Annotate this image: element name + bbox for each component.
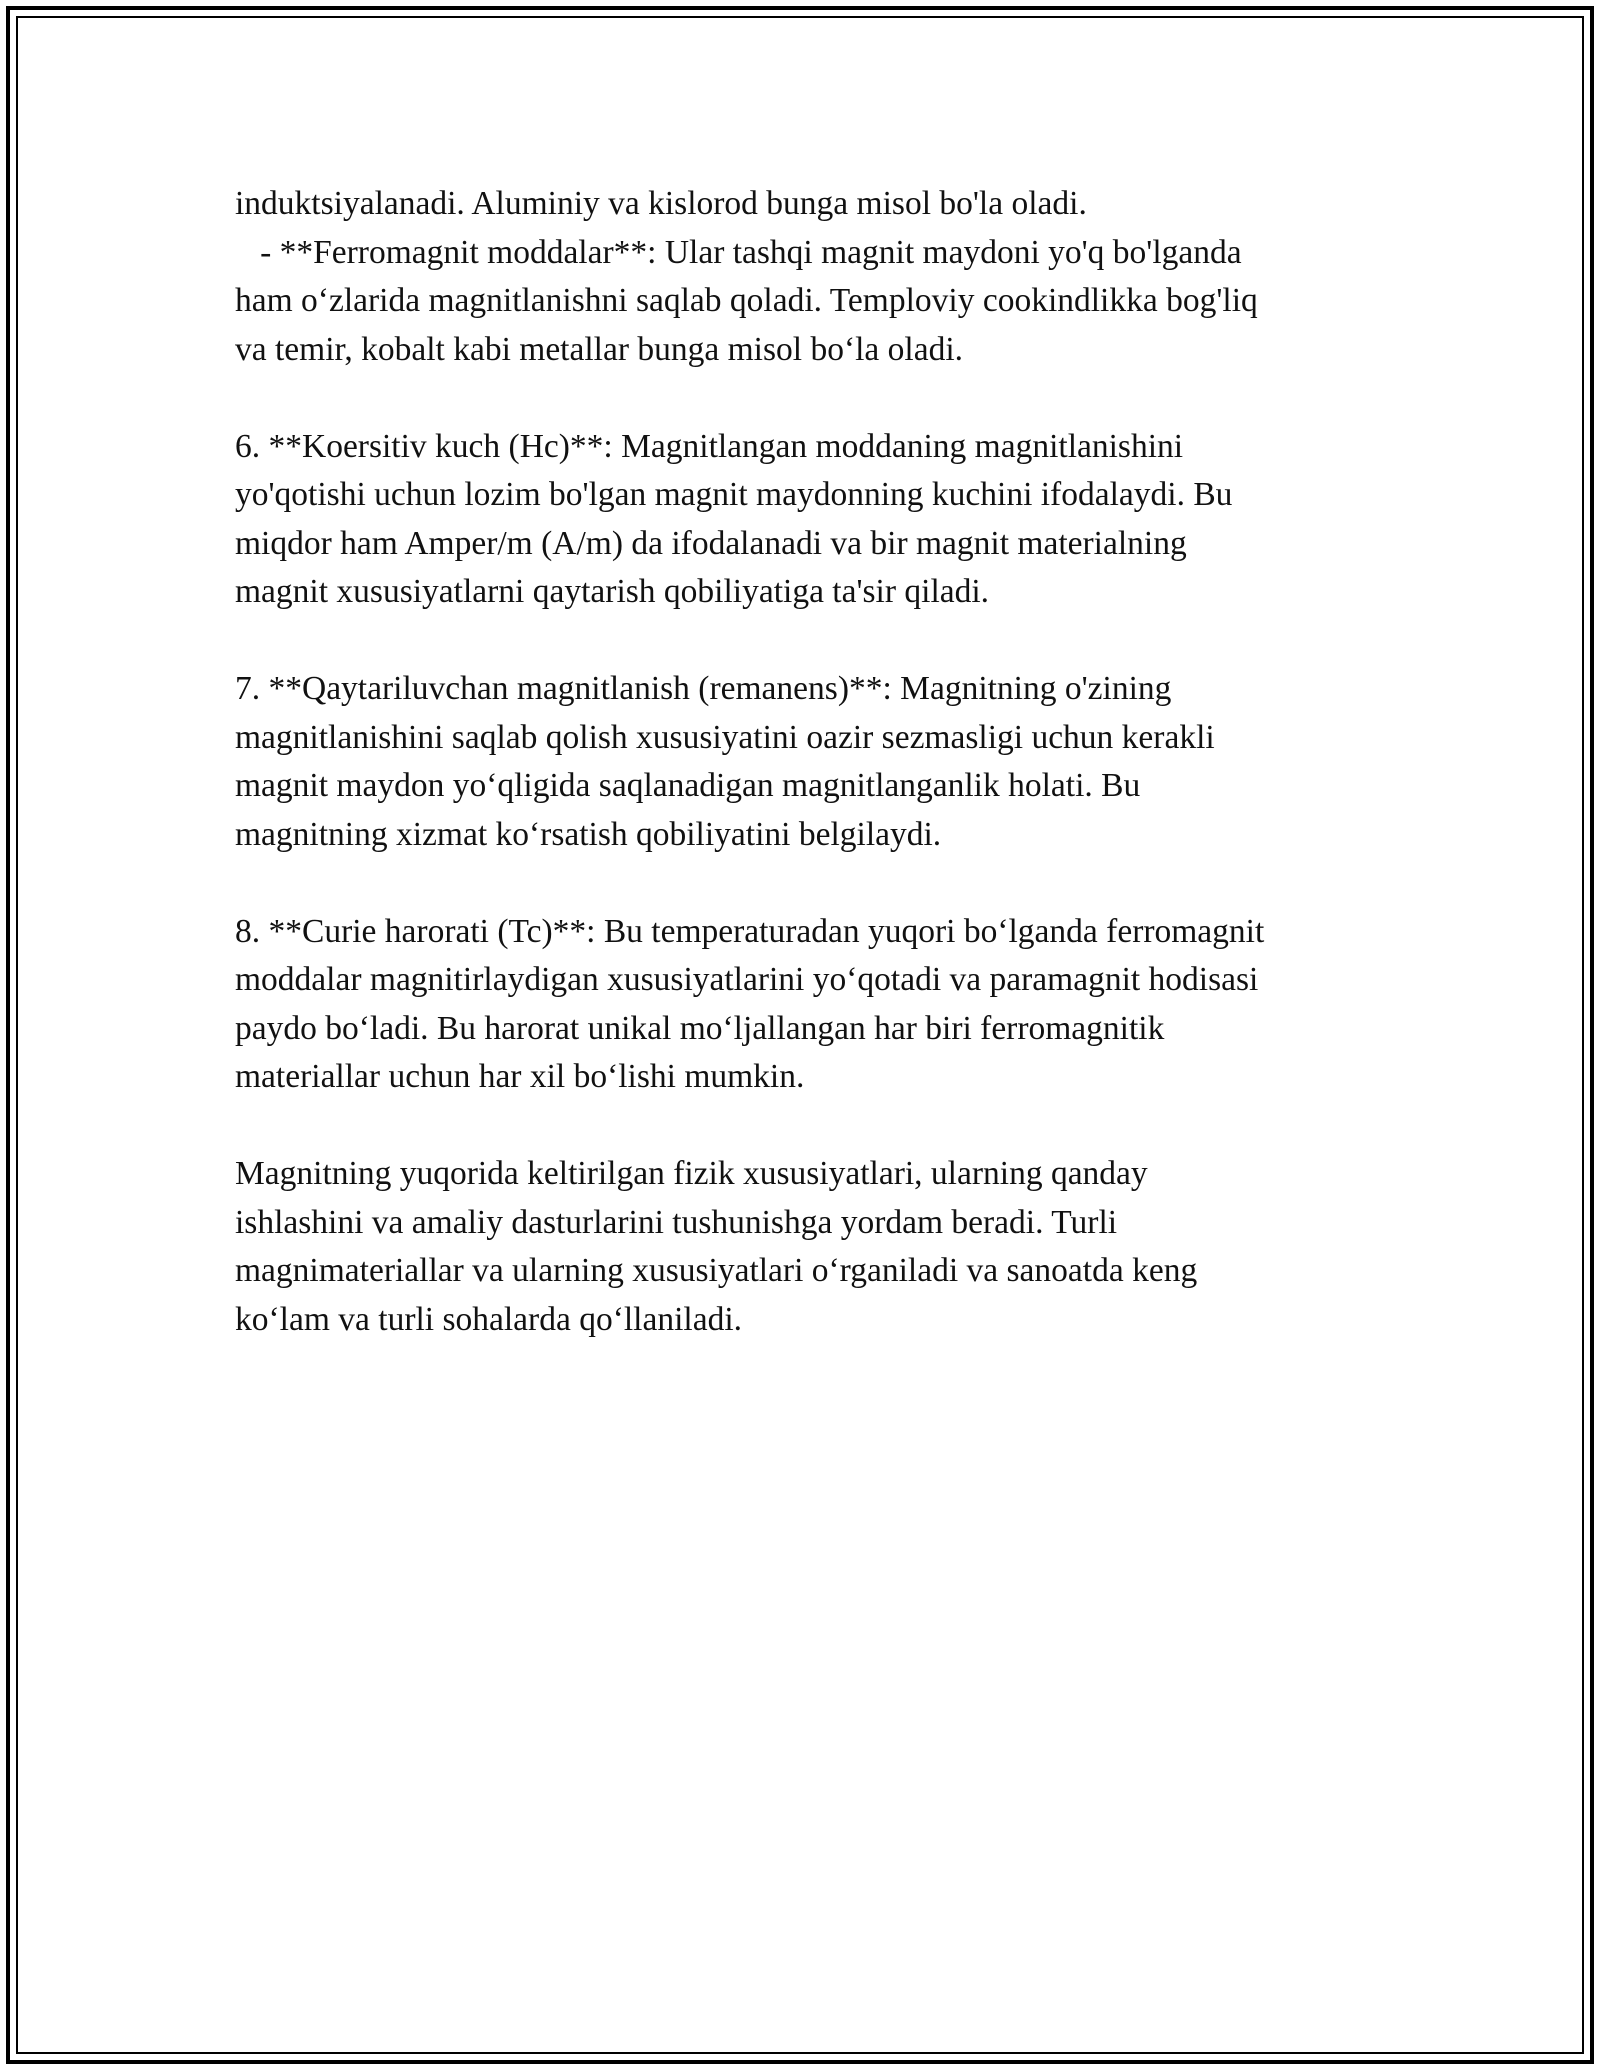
text-line: magnit maydon yo‘qligida saqlanadigan magnitlanganlik holati. Bu: [235, 767, 1141, 804]
text-line: 6. **Koersitiv kuch (Hc)**: Magnitlangan moddaning magnitlanishini: [235, 427, 1184, 465]
paragraph-curie-temperature: [235, 908, 1395, 1102]
document-body: [235, 180, 1395, 1344]
text-line: magnit xususiyatlarni qaytarish qobiliyatiga ta'sir qiladi.: [235, 573, 990, 610]
text-line: induktsiyalanadi. Aluminiy va kislorod bunga misol bo'la oladi.: [235, 185, 1087, 222]
text-line: ham o‘zlarida magnitlanishni saqlab qoladi. Temploviy cookindlikka bog'liq: [235, 282, 1258, 319]
text-line: yo'qotishi uchun lozim bo'lgan magnit maydonning kuchini ifodalaydi. Bu: [235, 476, 1233, 513]
text-line: paydo bo‘ladi. Bu harorat unikal mo‘ljallangan har biri ferromagnitik: [235, 1009, 1165, 1047]
text-line: va temir, kobalt kabi metallar bunga misol bo‘la oladi.: [235, 330, 964, 368]
text-line: materiallar uchun har xil bo‘lishi mumkin.: [235, 1058, 805, 1095]
text-line: ko‘lam va turli sohalarda qo‘llaniladi.: [235, 1300, 742, 1338]
text-line: magnitlanishini saqlab qolish xususiyatini oazir sezmasligi uchun kerakli: [235, 718, 1215, 756]
text-line: 7. **Qaytariluvchan magnitlanish (remanens)**: Magnitning o'zining: [235, 670, 1172, 707]
text-line: moddalar magnitirlaydigan xususiyatlarini yo‘qotadi va paramagnit hodisasi: [235, 961, 1259, 998]
paragraph-conclusion: [235, 1150, 1395, 1344]
text-line: ishlashini va amaliy dasturlarini tushunishga yordam beradi. Turli: [235, 1203, 1118, 1241]
text-line: miqdor ham Amper/m (A/m) da ifodalanadi va bir magnit materialning: [235, 524, 1187, 562]
text-line: magnitning xizmat ko‘rsatish qobiliyatini belgilaydi.: [235, 815, 942, 853]
paragraph-ferromagnetic: [235, 180, 1395, 374]
text-line: 8. **Curie harorati (Tc)**: Bu temperaturadan yuqori bo‘lganda ferromagnit: [235, 912, 1265, 950]
text-line: Magnitning yuqorida keltirilgan fizik xususiyatlari, ularning qanday: [235, 1155, 1148, 1192]
paragraph-coercive-force: [235, 423, 1395, 617]
text-line: magnimateriallar va ularning xususiyatlari o‘rganiladi va sanoatda keng: [235, 1252, 1198, 1289]
paragraph-remanence: [235, 665, 1395, 859]
text-line: - **Ferromagnit moddalar**: Ular tashqi magnit maydoni yo'q bo'lganda: [235, 233, 1242, 271]
